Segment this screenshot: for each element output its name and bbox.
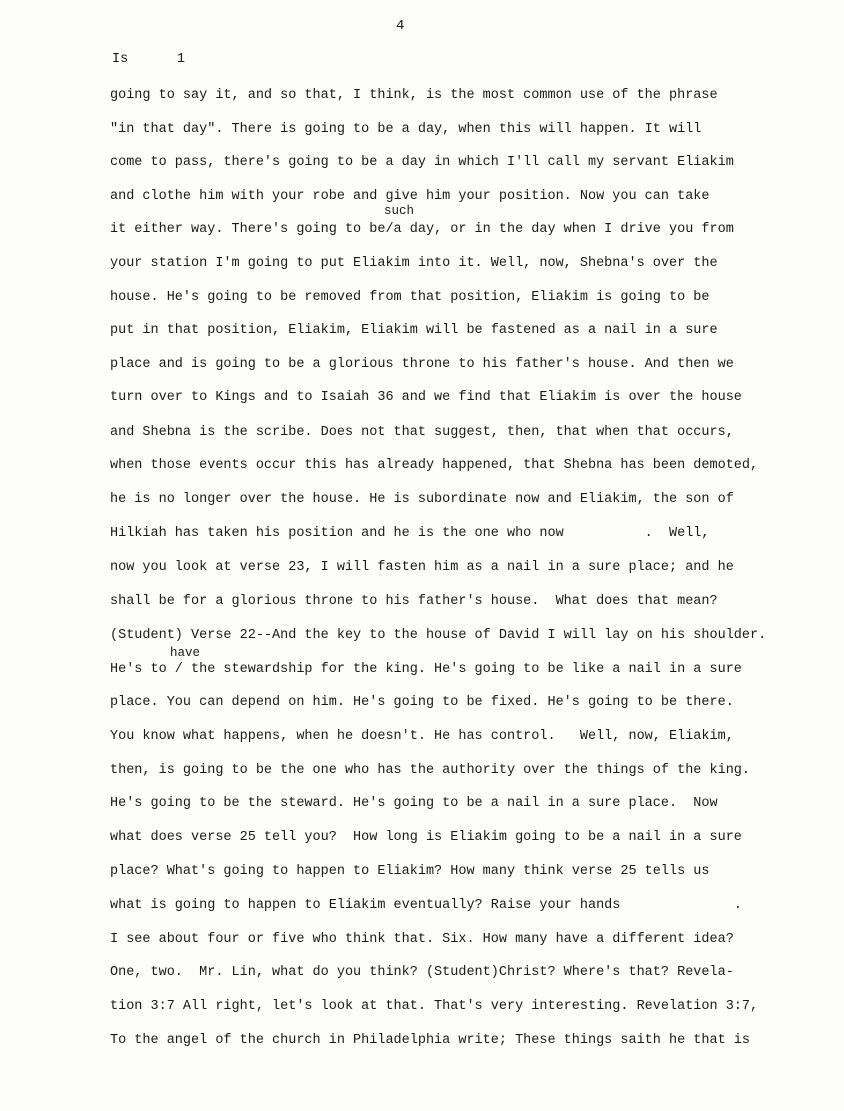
text-line: then, is going to be the one who has the authority over the things of the king. xyxy=(110,763,751,778)
text-line: He's to / the stewardship for the king. He's going to be like a nail in a sure xyxy=(110,662,742,677)
text-line: shall be for a glorious throne to his father's house. What does that mean? xyxy=(110,594,718,609)
text-line: You know what happens, when he doesn't. He has control. Well, now, Eliakim, xyxy=(110,729,734,744)
text-line: place. You can depend on him. He's going to be fixed. He's going to be there. xyxy=(110,695,734,710)
page-number: 4 xyxy=(396,18,405,34)
text-line: your station I'm going to put Eliakim into it. Well, now, Shebna's over the xyxy=(110,256,718,271)
text-line: when those events occur this has already happened, that Shebna has been demoted, xyxy=(110,458,759,473)
text-line: He's going to be the steward. He's going to be a nail in a sure place. Now xyxy=(110,796,718,811)
chapter-number: 1 xyxy=(176,52,185,67)
text-line: and Shebna is the scribe. Does not that suggest, then, that when that occurs, xyxy=(110,425,734,440)
text-line: it either way. There's going to be/a day, or in the day when I drive you from xyxy=(110,222,734,237)
text-line: Hilkiah has taken his position and he is the one who now . Well, xyxy=(110,526,710,541)
text-line: come to pass, there's going to be a day in which I'll call my servant Eliakim xyxy=(110,155,734,170)
text-line: tion 3:7 All right, let's look at that. That's very interesting. Revelation 3:7, xyxy=(110,999,759,1014)
text-line: One, two. Mr. Lin, what do you think? (Student)Christ? Where's that? Revela- xyxy=(110,965,734,980)
text-line: place? What's going to happen to Eliakim? How many think verse 25 tells us xyxy=(110,864,710,879)
book-abbreviation: Is xyxy=(112,52,129,67)
text-line: he is no longer over the house. He is subordinate now and Eliakim, the son of xyxy=(110,492,734,507)
interlinear-insert-have: have xyxy=(170,646,201,660)
text-line: place and is going to be a glorious throne to his father's house. And then we xyxy=(110,357,734,372)
text-line: going to say it, and so that, I think, is the most common use of the phrase xyxy=(110,88,718,103)
text-line: house. He's going to be removed from that position, Eliakim is going to be xyxy=(110,290,710,305)
interlinear-insert-such: such xyxy=(384,204,415,218)
text-line: what does verse 25 tell you? How long is Eliakim going to be a nail in a sure xyxy=(110,830,742,845)
text-line: I see about four or five who think that. Six. How many have a different idea? xyxy=(110,932,734,947)
text-line: what is going to happen to Eliakim eventually? Raise your hands . xyxy=(110,898,742,913)
text-line: (Student) Verse 22--And the key to the house of David I will lay on his shoulder. xyxy=(110,628,767,643)
text-line: To the angel of the church in Philadelphia write; These things saith he that is xyxy=(110,1033,751,1048)
text-line: "in that day". There is going to be a day, when this will happen. It will xyxy=(110,122,702,137)
text-line: now you look at verse 23, I will fasten him as a nail in a sure place; and he xyxy=(110,560,734,575)
chapter-heading xyxy=(112,52,185,67)
text-line: and clothe him with your robe and give him your position. Now you can take xyxy=(110,189,710,204)
text-line: put in that position, Eliakim, Eliakim will be fastened as a nail in a sure xyxy=(110,323,718,338)
text-line: turn over to Kings and to Isaiah 36 and we find that Eliakim is over the house xyxy=(110,390,742,405)
